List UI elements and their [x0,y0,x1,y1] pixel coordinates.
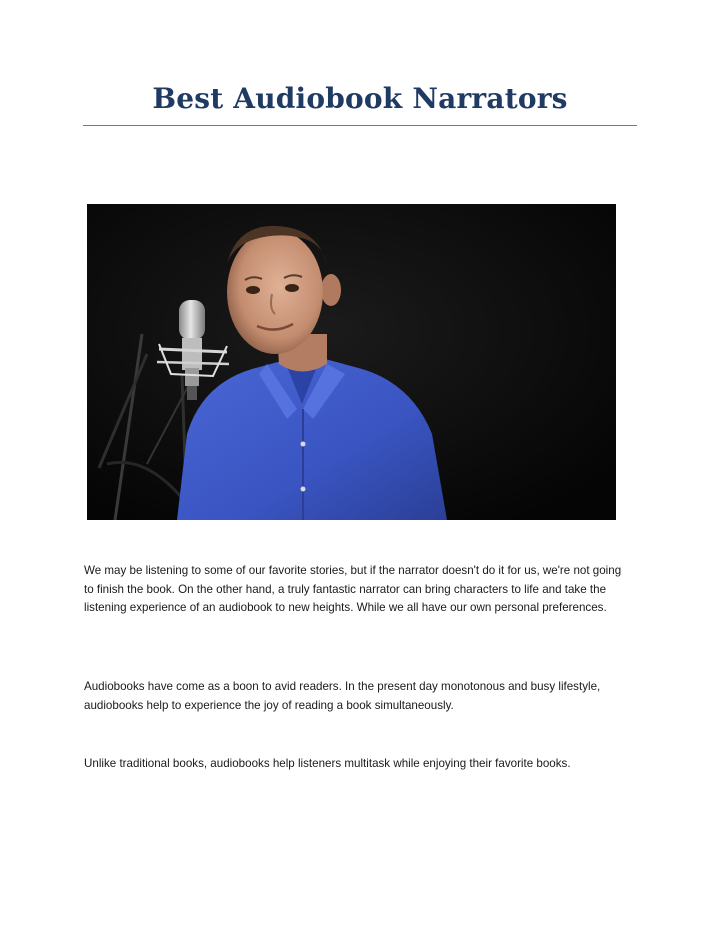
audiobooks-boon-paragraph: Audiobooks have come as a boon to avid readers. In the present day monotonous and busy lifestyle, audiobooks help to experience the joy of reading a book simultaneously. [84,680,601,712]
narrator-photo-illustration [87,204,616,520]
face [227,230,323,354]
page-title: Best Audiobook Narrators [152,82,568,115]
multitask-paragraph: Unlike traditional books, audiobooks help listeners multitask while enjoying their favorite books. [84,757,571,770]
eye-left [246,286,260,294]
eye-right [285,284,299,292]
intro-paragraph: We may be listening to some of our favorite stories, but if the narrator doesn't do it for us, we're not going to finish the book. On the other hand, a truly fantastic narrator can bring characters to life and take the listening experience of an audiobook to new heights. While we all have our own personal preferences. [84,564,622,614]
narrator-photo [87,204,616,520]
title-underline-rule [83,125,637,126]
ear-right [321,274,341,306]
